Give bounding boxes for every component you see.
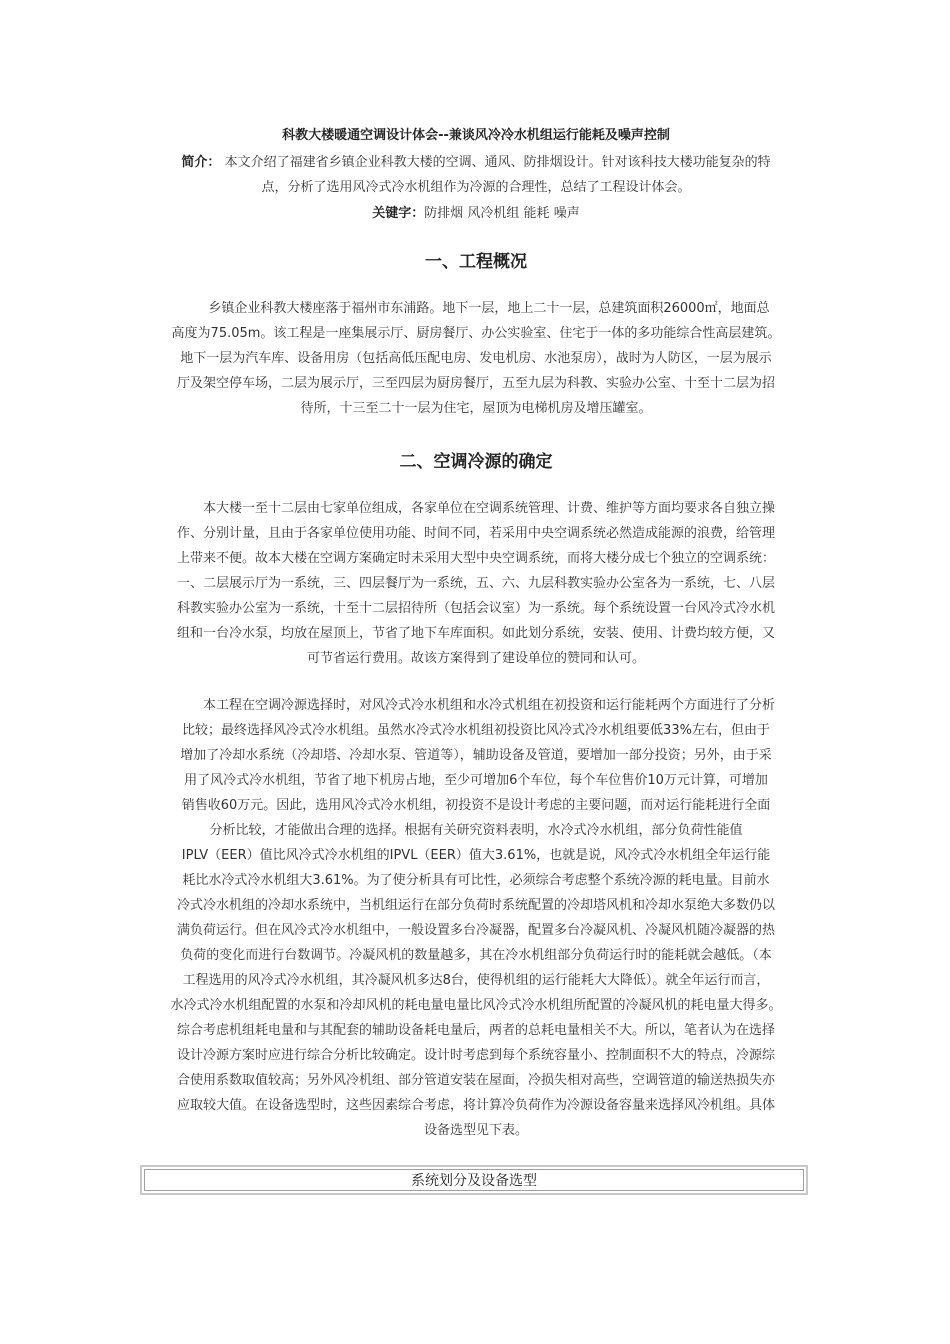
text-line: 应取较大值。在设备选型时，这些因素综合考虑，将计算冷负荷作为冷源设备容量来选择风冷机组。具体 — [176, 1098, 775, 1113]
text-line: 用了风冷式冷水机组，节省了地下机房占地，至少可增加6个车位，每个车位售价10万元计算，可增加 — [184, 773, 768, 788]
text-line: 乡镇企业科教大楼座落于福州市东浦路。地下一层，地上二十一层，总建筑面积26000㎡，地面总 — [208, 301, 770, 316]
abstract-line-2: 点，分析了选用风冷式冷水机组作为冷源的合理性，总结了工程设计体会。 — [261, 180, 691, 195]
text-line: 高度为75.05m。该工程是一座集展示厅、厨房餐厅、办公实验室、住宅于一体的多功能综合性高层建筑。 — [171, 326, 781, 341]
text-line: 耗比水冷式冷水机组大3.61%。为了使分析具有可比性，必须综合考虑整个系统冷源的耗电量。目前水 — [182, 873, 770, 888]
text-line: IPLV（EER）值比风冷式冷水机组的IPVL（EER）值大3.61%，也就是说，风冷式冷水机组全年运行能 — [181, 848, 771, 863]
text-line: 作、分别计量，且由于各家单位使用功能、时间不同，若采用中央空调系统必然造成能源的浪费，给管理 — [176, 526, 775, 541]
text-line: 科教实验办公室为一系统，十至十二层招待所（包括会议室）为一系统。每个系统设置一台风冷式冷水机 — [176, 601, 775, 616]
text-line: 可节省运行费用。故该方案得到了建设单位的赞同和认可。 — [306, 651, 645, 666]
keywords-label: 关键字： — [372, 206, 425, 221]
text-line: 满负荷运行。但在风冷式冷水机组中，一般设置多台冷凝器，配置多台冷凝风机、冷凝风机随冷凝器的热 — [176, 923, 775, 938]
text-line: 上带来不便。故本大楼在空调方案确定时未采用大型中央空调系统，而将大楼分成七个独立的空调系统： — [176, 551, 775, 566]
text-line: 水冷式冷水机组配置的水泵和冷却风机的耗电量电量比风冷式冷水机组所配置的冷凝风机的耗电量大得多。 — [170, 998, 782, 1013]
abstract-line-1: 简介： 本文介绍了福建省乡镇企业科教大楼的空调、通风、防排烟设计。针对该科技大楼功能复杂的特 — [181, 155, 771, 170]
abstract — [140, 150, 812, 200]
section2-paragraph-1 — [140, 496, 812, 671]
text-line: 冷式冷水机组的冷却水系统中，当机组运行在部分负荷时系统配置的冷却塔风机和冷却水泵绝大多数仍以 — [176, 898, 775, 913]
keywords — [140, 202, 812, 221]
section-heading-2: 二、空调冷源的确定 — [399, 452, 553, 472]
text-line: 厅及架空停车场，二层为展示厅，三至四层为厨房餐厅，五至九层为科教、实验办公室、十至十二层为招 — [176, 376, 775, 391]
document-title: 科教大楼暖通空调设计体会--兼谈风冷冷水机组运行能耗及噪声控制 — [282, 128, 670, 143]
section2-paragraph-2 — [140, 693, 812, 1143]
text-line: 地下一层为汽车库、设备用房（包括高低压配电房、发电机房、水池泵房），战时为人防区，一层为展示 — [180, 351, 772, 366]
text-line: 一、二层展示厅为一系统，三、四层餐厅为一系统，五、六、九层科教实验办公室各为一系统，七、八层 — [176, 576, 775, 591]
text-line: 比较；最终选择风冷式冷水机组。虽然水冷式冷水机组初投资比风冷式冷水机组要低33%左右，但由于 — [182, 723, 770, 738]
text-line: 销售收60万元。因此，选用风冷式冷水机组，初投资不是设计考虑的主要问题，而对运行能耗进行全面 — [181, 798, 771, 813]
text-line: 待所，十三至二十一层为住宅，屋顶为电梯机房及增压罐室。 — [300, 401, 652, 416]
text-line: 综合考虑机组耗电量和与其配套的辅助设备耗电量后，两者的总耗电量相关不大。所以，笔者认为在选择 — [176, 1023, 775, 1038]
text-line: 负荷的变化而进行台数调节。冷凝风机的数量越多，其在冷水机组部分负荷运行时的能耗就会越低。（本 — [180, 948, 772, 963]
text-line: 设备选型见下表。 — [423, 1123, 528, 1138]
abstract-label: 简介： — [181, 155, 221, 170]
text-line: 本大楼一至十二层由七家单位组成，各家单位在空调系统管理、计费、维护等方面均要求各自独立操 — [202, 501, 775, 516]
text-line: 增加了冷却水系统（冷却塔、冷却水泵、管道等），辅助设备及管道，要增加一部分投资；另外，由于采 — [180, 748, 772, 763]
text-line: 本工程在空调冷源选择时，对风冷式冷水机组和水冷式机组在初投资和运行能耗两个方面进行了分析 — [202, 698, 775, 713]
text-line: 设计冷源方案时应进行综合分析比较确定。设计时考虑到每个系统容量小、控制面积不大的特点，冷源综 — [176, 1048, 775, 1063]
keywords-text: 防排烟 风冷机组 能耗 噪声 — [424, 206, 580, 221]
text-line: 合使用系数取值较高；另外风冷机组、部分管道安装在屋面，冷损失相对高些，空调管道的输送热损失亦 — [176, 1073, 775, 1088]
text-line: 组和一台冷水泵，均放在屋顶上，节省了地下车库面积。如此划分系统，安装、使用、计费均较方便，又 — [176, 626, 775, 641]
text-line: 工程选用的风冷式冷水机组，其冷凝风机多达8台，使得机组的运行能耗大大降低）。就全年运行而言， — [182, 973, 770, 988]
text-line: 分析比较，才能做出合理的选择。根据有关研究资料表明，水冷式冷水机组，部分负荷性能值 — [209, 823, 743, 838]
equipment-table — [140, 1165, 808, 1195]
table-caption: 系统划分及设备选型 — [144, 1169, 804, 1191]
section-heading-1: 一、工程概况 — [425, 252, 527, 272]
section1-paragraph — [140, 296, 812, 421]
